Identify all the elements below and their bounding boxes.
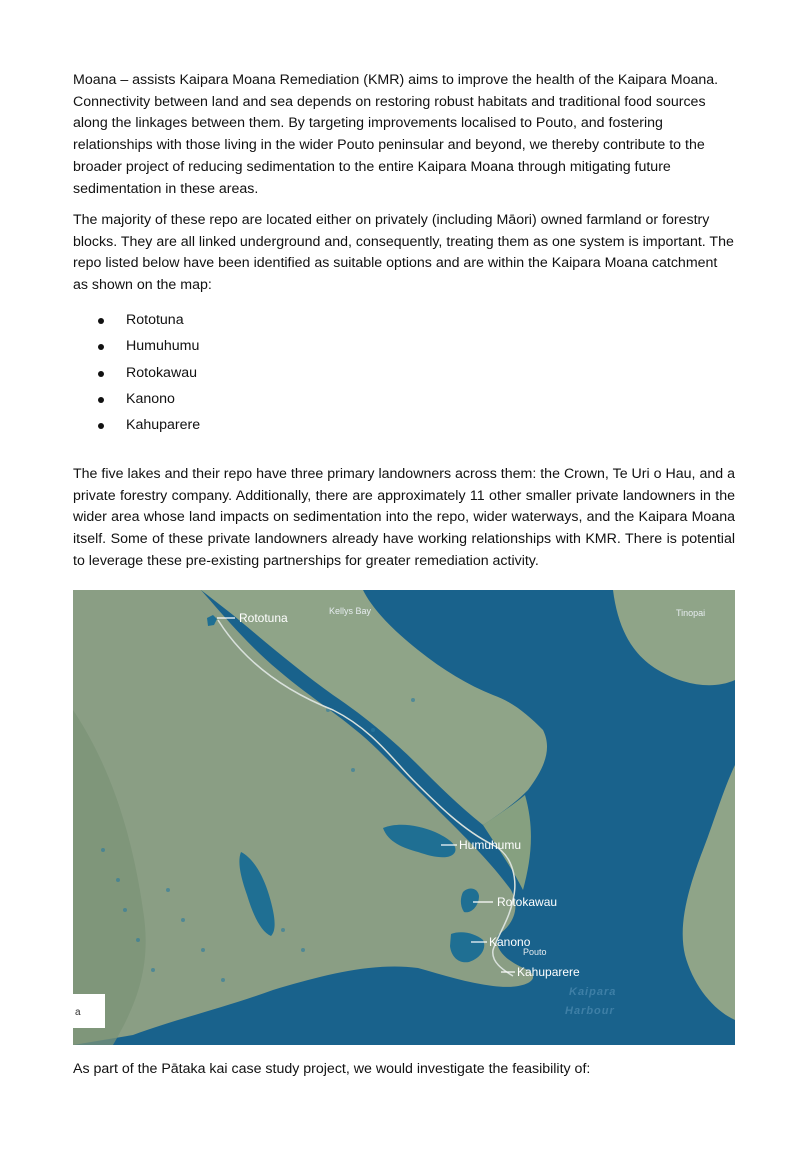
rotokawau-label: Rotokawau xyxy=(497,895,558,909)
list-item xyxy=(73,336,735,362)
closing-paragraph: As part of the Pātaka kai case study project, we would investigate the feasibility of: xyxy=(73,1061,591,1077)
bullet-icon xyxy=(98,423,104,429)
map-image xyxy=(73,590,735,1045)
repo-paragraph: The majority of these repo are located either on privately (including Māori) owned farmland or forestry blocks. They are all linked underground and, consequently, treating them as one system is important. The repo listed below have been identified as suitable options and are within the Kaipara Moana catchment as shown on the map: xyxy=(73,212,734,294)
lake-name: Rototuna xyxy=(126,312,184,328)
bullet-icon xyxy=(98,397,104,403)
list-item xyxy=(73,310,735,336)
rototuna-label: Rototuna xyxy=(239,611,288,625)
kahuparere-label: Kahuparere xyxy=(517,965,580,979)
intro-paragraph: Moana – assists Kaipara Moana Remediation (KMR) aims to improve the health of the Kaipara Moana. Connectivity between land and sea depends on restoring robust habitats and traditional food sources along the linkages between them. By targeting improvements localised to Pouto, and fostering relationships with those living in the wider Pouto peninsular and beyond, we thereby contribute to the broader project of reducing sedimentation to the entire Kaipara Moana through mitigating future sedimentation in these areas. xyxy=(73,72,719,197)
kanono-label: Kanono xyxy=(489,935,531,949)
map-inset-text: a xyxy=(75,1007,81,1018)
pouto-label: Pouto xyxy=(523,947,547,957)
bullet-icon xyxy=(98,344,104,350)
list-item xyxy=(73,389,735,415)
lake-name: Kahuparere xyxy=(126,417,201,434)
lake-name: Rotokawau xyxy=(126,364,197,381)
lake-name: Kanono xyxy=(126,390,175,407)
harbour-label-line2: Harbour xyxy=(565,1005,615,1017)
lake-list xyxy=(73,310,735,441)
list-item xyxy=(73,415,735,441)
lake-name: Humuhumu xyxy=(126,338,200,355)
bullet-icon xyxy=(98,371,104,377)
lakes-map xyxy=(73,590,735,1045)
landowners-paragraph: The five lakes and their repo have three primary landowners across them: the Crown, Te Uri o Hau, and a private forestry company. Additionally, there are approximately 11 other smaller private landowners in the wider area whose land impacts on sedimentation into the repo, wider waterways, and the Kaipara Moana itself. Some of these private landowners already have working relationships with KMR. There is potential to leverage these pre-existing partnerships for greater remediation activity. xyxy=(73,466,735,569)
harbour-label-line1: Kaipara xyxy=(569,986,617,998)
bullet-icon xyxy=(98,318,104,324)
tinopai-label: Tinopai xyxy=(676,608,706,618)
humuhumu-label: Humuhumu xyxy=(459,838,522,852)
kellys-bay-label: Kellys Bay xyxy=(329,606,372,616)
list-item xyxy=(73,363,735,389)
